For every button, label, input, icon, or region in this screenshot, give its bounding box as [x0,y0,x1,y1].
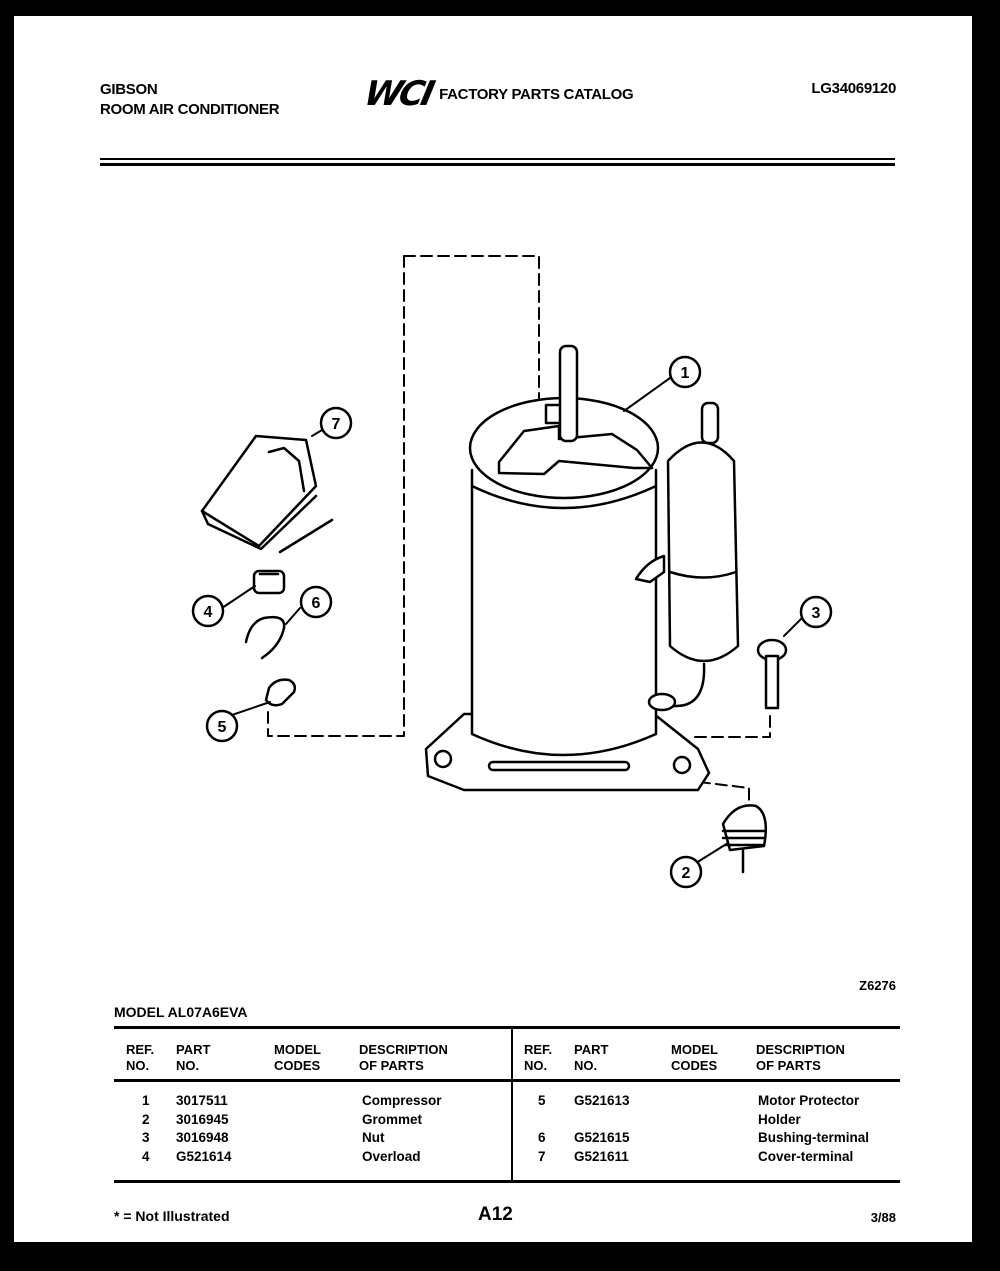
page-number: A12 [478,1204,513,1225]
table-cell-ref: 3 [142,1130,150,1145]
callout-2: 2 [681,865,691,882]
table-rule-top [114,1026,900,1029]
header-part-no-left [176,1042,210,1074]
table-cell-ref: 1 [142,1093,150,1108]
left-description-column [362,1092,442,1166]
header-text: NO. [176,1058,200,1073]
header-text: DESCRIPTION [359,1042,448,1057]
table-cell-description: Compressor [362,1093,442,1108]
grommet-part [723,805,766,872]
table-cell-ref: 7 [538,1148,546,1164]
header-text: OF PARTS [756,1058,821,1073]
header-model-codes-right [671,1042,718,1074]
catalog-number: LG34069120 [811,80,896,97]
callout-4: 4 [203,604,213,621]
header-model-codes-left [274,1042,321,1074]
header-text: DESCRIPTION [756,1042,845,1057]
table-cell-description: Cover-terminal [758,1148,854,1164]
table-cell-part [574,1111,630,1130]
callout-6: 6 [311,595,321,612]
header-ref-no-left [126,1042,154,1074]
model-label: MODEL AL07A6EVA [114,1004,248,1020]
table-cell-part: G521614 [176,1148,232,1164]
table-cell-description: Motor Protector [758,1093,860,1108]
right-part-column [574,1092,630,1166]
parts-catalog-page [14,16,972,1242]
bushing-terminal-part [246,617,284,658]
header-text: CODES [274,1058,321,1073]
table-cell-description: Holder [758,1111,801,1127]
callout-7: 7 [331,416,341,433]
header-text: REF. [126,1042,155,1057]
date-code: 3/88 [870,1210,896,1225]
left-ref-column [142,1092,150,1166]
table-cell-description: Overload [362,1148,421,1164]
header-text: NO. [574,1058,598,1073]
brand-name: GIBSON [100,81,158,98]
table-cell-part: G521613 [574,1093,630,1108]
header-text: REF. [524,1042,553,1057]
header-text: OF PARTS [359,1058,424,1073]
table-column-divider [511,1026,513,1182]
callout-5: 5 [217,719,227,736]
terminal-cover-part [202,436,316,549]
table-cell-description: Nut [362,1130,385,1145]
wci-logo: WCI [360,74,436,114]
header-ref-no-right [524,1042,552,1074]
left-part-column [176,1092,232,1166]
catalog-title: FACTORY PARTS CATALOG [439,85,634,103]
table-cell-ref [538,1111,546,1130]
table-cell-description: Bushing-terminal [758,1130,870,1145]
table-cell-ref: 2 [142,1111,150,1127]
header-part-no-right [574,1042,608,1074]
figure-code: Z6276 [859,978,896,993]
header-text: PART [176,1042,211,1057]
table-cell-part: G521611 [574,1148,629,1164]
table-cell-part: 3016945 [176,1111,229,1127]
right-ref-column [538,1092,546,1166]
table-cell-ref: 4 [142,1148,150,1164]
table-cell-part: 3016948 [176,1130,229,1145]
nut-part [758,640,786,708]
footnote: * = Not Illustrated [114,1208,230,1224]
table-rule-bottom [114,1180,900,1183]
header-text: CODES [671,1058,718,1073]
exploded-parts-diagram [14,16,972,976]
header-text: MODEL [671,1042,718,1057]
table-cell-part: 3017511 [176,1093,228,1108]
table-cell-ref: 5 [538,1093,546,1108]
right-description-column [758,1092,869,1166]
header-text: NO. [524,1058,548,1073]
compressor-part [426,346,709,790]
table-rule-mid [114,1079,900,1082]
header-text: PART [574,1042,609,1057]
header-text: NO. [126,1058,150,1073]
callout-1: 1 [680,365,690,382]
product-type: ROOM AIR CONDITIONER [100,101,280,118]
table-cell-description: Grommet [362,1111,423,1127]
table-cell-ref: 6 [538,1130,546,1145]
header-text: MODEL [274,1042,321,1057]
parts-table [114,1026,900,1184]
header-description-left [359,1042,448,1074]
table-cell-part: G521615 [574,1130,630,1145]
header-description-right [756,1042,845,1074]
callout-3: 3 [811,605,821,622]
